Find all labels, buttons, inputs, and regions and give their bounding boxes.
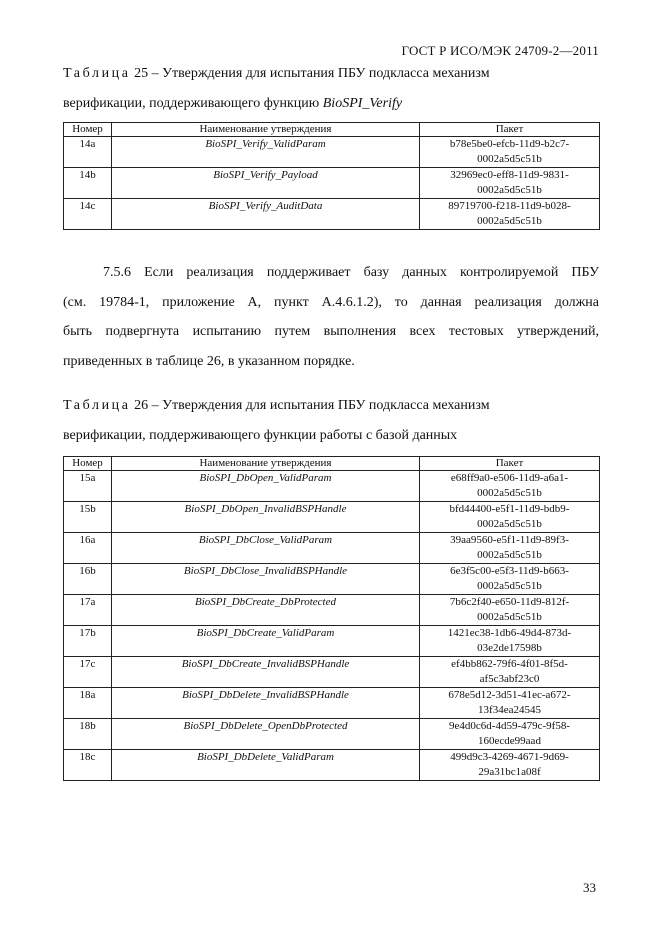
packet-id bbox=[420, 502, 600, 533]
table-26-header-row bbox=[64, 457, 600, 471]
assertion-name: BioSPI_DbClose_InvalidBSPHandle bbox=[112, 564, 420, 595]
packet-id-part-2: 0002a5d5c51b bbox=[477, 215, 542, 227]
table-25-header-row bbox=[64, 123, 600, 137]
table-25 bbox=[63, 122, 600, 230]
packet-id-part-1: 32969ec0-eff8-11d9-9831- bbox=[450, 169, 569, 181]
row-number: 17a bbox=[64, 595, 112, 626]
table-row bbox=[64, 657, 600, 688]
packet-id bbox=[420, 199, 600, 230]
row-number: 15b bbox=[64, 502, 112, 533]
packet-id-part-1: 9e4d0c6d-4d59-479c-9f58- bbox=[449, 720, 570, 732]
table-25-caption bbox=[63, 59, 603, 119]
packet-id-part-2: 0002a5d5c51b bbox=[477, 518, 542, 530]
table-26-caption-text-1: – Утверждения для испытания ПБУ подкласса механизм bbox=[148, 398, 490, 413]
packet-id-part-2: 29a31bc1a08f bbox=[478, 766, 541, 778]
table-25-caption-text-2: верификации, поддерживающего функцию bbox=[63, 96, 323, 111]
assertion-name: BioSPI_Verify_ValidParam bbox=[112, 137, 420, 168]
row-number: 15a bbox=[64, 471, 112, 502]
packet-id bbox=[420, 137, 600, 168]
packet-id-part-1: bfd44400-e5f1-11d9-bdb9- bbox=[449, 503, 570, 515]
packet-id bbox=[420, 471, 600, 502]
assertion-name: BioSPI_DbCreate_InvalidBSPHandle bbox=[112, 657, 420, 688]
table-26-caption bbox=[63, 391, 603, 451]
table-26-caption-label: Таблица bbox=[63, 398, 131, 413]
packet-id-part-1: 678e5d12-3d51-41ec-a672- bbox=[448, 689, 571, 701]
page-number: 33 bbox=[583, 880, 596, 895]
paragraph-line-1: 7.5.6 Если реализация поддерживает базу данных контролируемой ПБУ bbox=[103, 265, 599, 280]
assertion-name: BioSPI_DbDelete_ValidParam bbox=[112, 750, 420, 781]
table-25-caption-function: BioSPI_Verify bbox=[322, 96, 403, 111]
packet-id-part-2: 03e2de17598b bbox=[477, 642, 542, 654]
packet-id-part-1: 39aa9560-e5f1-11d9-89f3- bbox=[450, 534, 569, 546]
packet-id-part-1: e68ff9a0-e506-11d9-a6a1- bbox=[450, 472, 569, 484]
packet-id bbox=[420, 168, 600, 199]
paragraph-line-3: быть подвергнута испытанию путем выполнения всех тестовых утверждений, bbox=[63, 324, 599, 339]
table-row bbox=[64, 502, 600, 533]
table-25-caption-label: Таблица bbox=[63, 66, 131, 81]
table-26-caption-number: 26 bbox=[134, 398, 149, 413]
column-header-packet: Пакет bbox=[420, 457, 600, 471]
packet-id bbox=[420, 688, 600, 719]
row-number: 16a bbox=[64, 533, 112, 564]
packet-id-part-2: 160ecde99aad bbox=[478, 735, 541, 747]
row-number: 17c bbox=[64, 657, 112, 688]
packet-id-part-2: 0002a5d5c51b bbox=[477, 549, 542, 561]
document-header: ГОСТ Р ИСО/МЭК 24709-2—2011 bbox=[401, 43, 599, 58]
packet-id-part-2: 13f34ea24545 bbox=[478, 704, 541, 716]
assertion-name: BioSPI_DbOpen_ValidParam bbox=[112, 471, 420, 502]
row-number: 16b bbox=[64, 564, 112, 595]
packet-id-part-1: b78e5be0-efcb-11d9-b2c7- bbox=[449, 138, 570, 150]
packet-id-part-2: 0002a5d5c51b bbox=[477, 611, 542, 623]
table-26-caption-text-2: верификации, поддерживающего функции работы с базой данных bbox=[63, 428, 458, 443]
assertion-name: BioSPI_DbDelete_OpenDbProtected bbox=[112, 719, 420, 750]
packet-id-part-1: 6e3f5c00-e5f3-11d9-b663- bbox=[450, 565, 569, 577]
packet-id bbox=[420, 750, 600, 781]
column-header-name: Наименование утверждения bbox=[112, 457, 420, 471]
table-row bbox=[64, 168, 600, 199]
table-row bbox=[64, 750, 600, 781]
packet-id-part-1: ef4bb862-79f6-4f01-8f5d- bbox=[451, 658, 568, 670]
packet-id-part-2: 0002a5d5c51b bbox=[477, 580, 542, 592]
packet-id-part-2: 0002a5d5c51b bbox=[477, 184, 542, 196]
table-row bbox=[64, 564, 600, 595]
column-header-packet: Пакет bbox=[420, 123, 600, 137]
table-row bbox=[64, 688, 600, 719]
assertion-name: BioSPI_DbOpen_InvalidBSPHandle bbox=[112, 502, 420, 533]
paragraph-line-4: приведенных в таблице 26, в указанном порядке. bbox=[63, 353, 355, 369]
assertion-name: BioSPI_DbDelete_InvalidBSPHandle bbox=[112, 688, 420, 719]
section-7-5-6-paragraph bbox=[63, 258, 599, 376]
packet-id-part-2: 0002a5d5c51b bbox=[477, 153, 542, 165]
paragraph-line-2: (см. 19784-1, приложение А, пункт А.4.6.1.2), то данная реализация должна bbox=[63, 294, 599, 310]
row-number: 18a bbox=[64, 688, 112, 719]
packet-id-part-1: 1421ec38-1db6-49d4-873d- bbox=[447, 627, 572, 639]
packet-id bbox=[420, 657, 600, 688]
row-number: 18b bbox=[64, 719, 112, 750]
packet-id-part-1: 7b6c2f40-e650-11d9-812f- bbox=[449, 596, 570, 608]
assertion-name: BioSPI_DbCreate_DbProtected bbox=[112, 595, 420, 626]
row-number: 14b bbox=[64, 168, 112, 199]
packet-id bbox=[420, 533, 600, 564]
row-number: 14a bbox=[64, 137, 112, 168]
packet-id bbox=[420, 626, 600, 657]
table-row bbox=[64, 626, 600, 657]
table-25-caption-number: 25 bbox=[134, 66, 149, 81]
packet-id bbox=[420, 564, 600, 595]
row-number: 18c bbox=[64, 750, 112, 781]
assertion-name: BioSPI_Verify_AuditData bbox=[112, 199, 420, 230]
table-row bbox=[64, 533, 600, 564]
assertion-name: BioSPI_DbClose_ValidParam bbox=[112, 533, 420, 564]
assertion-name: BioSPI_Verify_Payload bbox=[112, 168, 420, 199]
row-number: 14c bbox=[64, 199, 112, 230]
packet-id bbox=[420, 719, 600, 750]
assertion-name: BioSPI_DbCreate_ValidParam bbox=[112, 626, 420, 657]
packet-id-part-1: 499d9c3-4269-4671-9d69- bbox=[450, 751, 569, 763]
column-header-number: Номер bbox=[64, 457, 112, 471]
row-number: 17b bbox=[64, 626, 112, 657]
table-26 bbox=[63, 456, 600, 781]
packet-id-part-1: 89719700-f218-11d9-b028- bbox=[448, 200, 571, 212]
table-row bbox=[64, 719, 600, 750]
table-row bbox=[64, 471, 600, 502]
table-row bbox=[64, 595, 600, 626]
packet-id-part-2: 0002a5d5c51b bbox=[477, 487, 542, 499]
table-row bbox=[64, 199, 600, 230]
table-25-caption-text-1: – Утверждения для испытания ПБУ подкласса механизм bbox=[148, 66, 490, 81]
column-header-name: Наименование утверждения bbox=[112, 123, 420, 137]
packet-id-part-2: af5c3abf23c0 bbox=[479, 673, 540, 685]
column-header-number: Номер bbox=[64, 123, 112, 137]
packet-id bbox=[420, 595, 600, 626]
table-row bbox=[64, 137, 600, 168]
